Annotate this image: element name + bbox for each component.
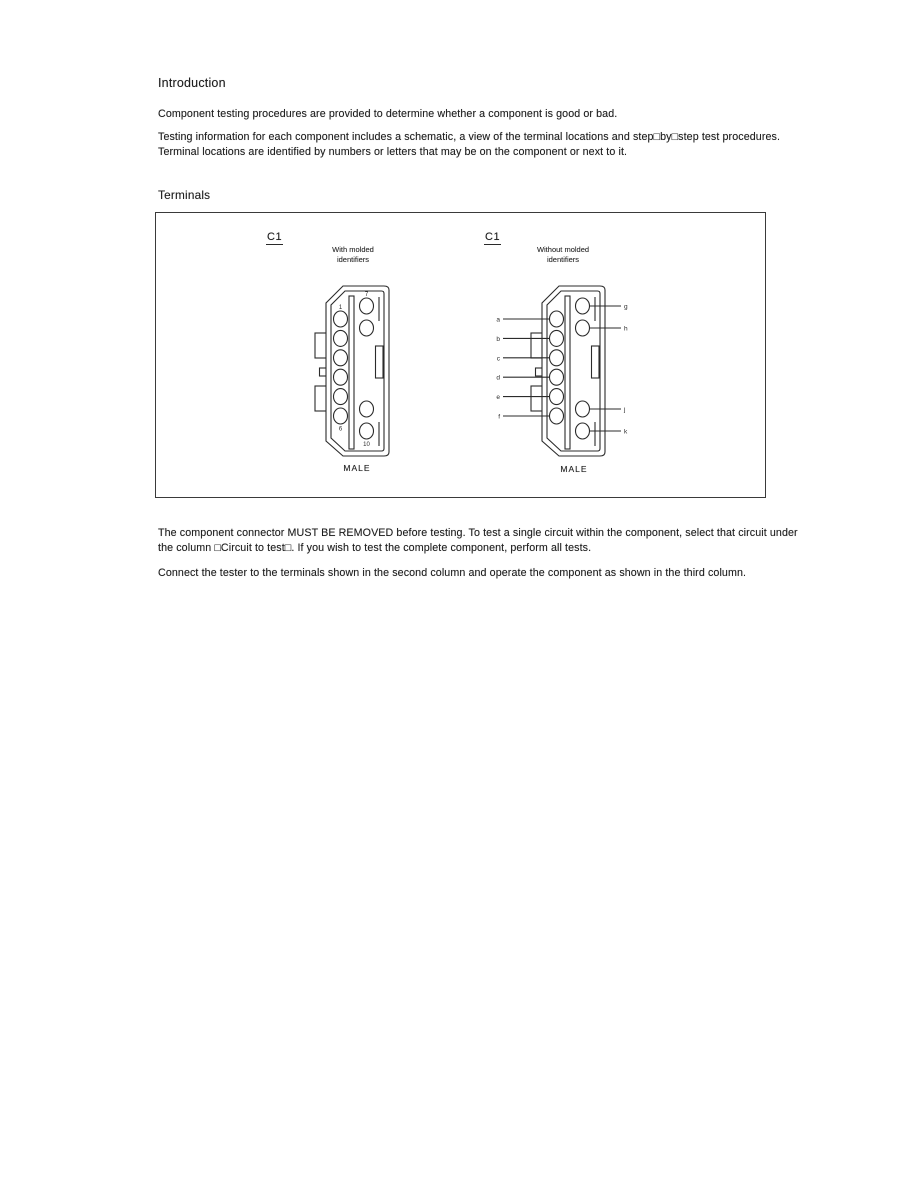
paragraph-2-line-1: Testing information for each component includes a schematic, a view of the terminal locations and step□by□step test procedures. [158,131,781,143]
terminal-circle [334,408,348,424]
paragraph-4: Connect the tester to the terminals shown in the second column and operate the component as shown in the third column. [158,567,747,579]
terminal-circle [550,311,564,327]
connector-diagram-with-identifiers [303,276,403,476]
pin-label-10: 10 [363,442,370,448]
right-connector-label: C1 [485,231,501,243]
terminal-circle [360,423,374,439]
terminal-circle [360,320,374,336]
terminal-circle [576,298,590,314]
pin-label-a: a [496,316,500,324]
connector-key-slot [592,346,600,378]
pin-label-g: g [624,303,628,311]
pin-label-1: 1 [338,305,343,311]
terminal-circle [360,298,374,314]
pin-label-d: d [496,374,500,382]
terminal-circle [550,389,564,405]
terminal-circle [334,369,348,385]
terminal-circle [576,401,590,417]
terminal-circle [550,408,564,424]
terminal-circle [334,330,348,346]
pin-label-f: f [498,413,500,421]
pin-label-j: j [624,406,626,414]
paragraph-2-line-2: Terminal locations are identified by numbers or letters that may be on the component or next to it. [158,146,628,158]
connector-diagram-without-identifiers [487,276,647,476]
left-connector-caption [308,245,398,265]
terminal-circle [334,350,348,366]
paragraph-1: Component testing procedures are provided to determine whether a component is good or bad. [158,108,618,120]
connector-center-channel [349,296,354,449]
left-caption-line-1: With molded [332,245,374,254]
pin-label-7: 7 [364,292,369,298]
pin-label-c: c [496,355,500,363]
right-connector-caption [518,245,608,265]
paragraph-3-line-2: the column □Circuit to test□. If you wish to test the complete component, perform all tests. [158,542,592,554]
paragraph-3-line-1: The component connector MUST BE REMOVED before testing. To test a single circuit within the component, select that circuit under [158,527,798,539]
left-connector-label: C1 [267,231,283,243]
terminals-heading: Terminals [158,188,211,202]
left-caption-line-2: identifiers [336,255,370,264]
pin-label-h: h [624,325,628,333]
right-connector-gender-label: MALE [560,464,588,474]
connector-center-channel [565,296,570,449]
pin-label-b: b [496,335,500,343]
pin-label-k: k [624,428,628,436]
terminal-circle [334,311,348,327]
pin-label-e: e [496,394,500,402]
terminals-diagram-frame [155,212,766,498]
connector-side-tab [531,333,543,358]
connector-side-tab [531,386,543,411]
right-caption-line-2: identifiers [546,255,580,264]
terminal-circle [550,369,564,385]
connector-key-slot [376,346,384,378]
intro-heading: Introduction [158,76,226,90]
terminal-circle [360,401,374,417]
terminal-circle [550,330,564,346]
left-connector-gender-label: MALE [343,463,371,473]
connector-side-tab [315,386,327,411]
terminal-circle [334,389,348,405]
terminal-circle [550,350,564,366]
right-caption-line-1: Without molded [536,245,590,254]
terminal-circle [576,423,590,439]
pin-label-6: 6 [338,426,343,433]
connector-side-tab [315,333,327,358]
terminal-circle [576,320,590,336]
